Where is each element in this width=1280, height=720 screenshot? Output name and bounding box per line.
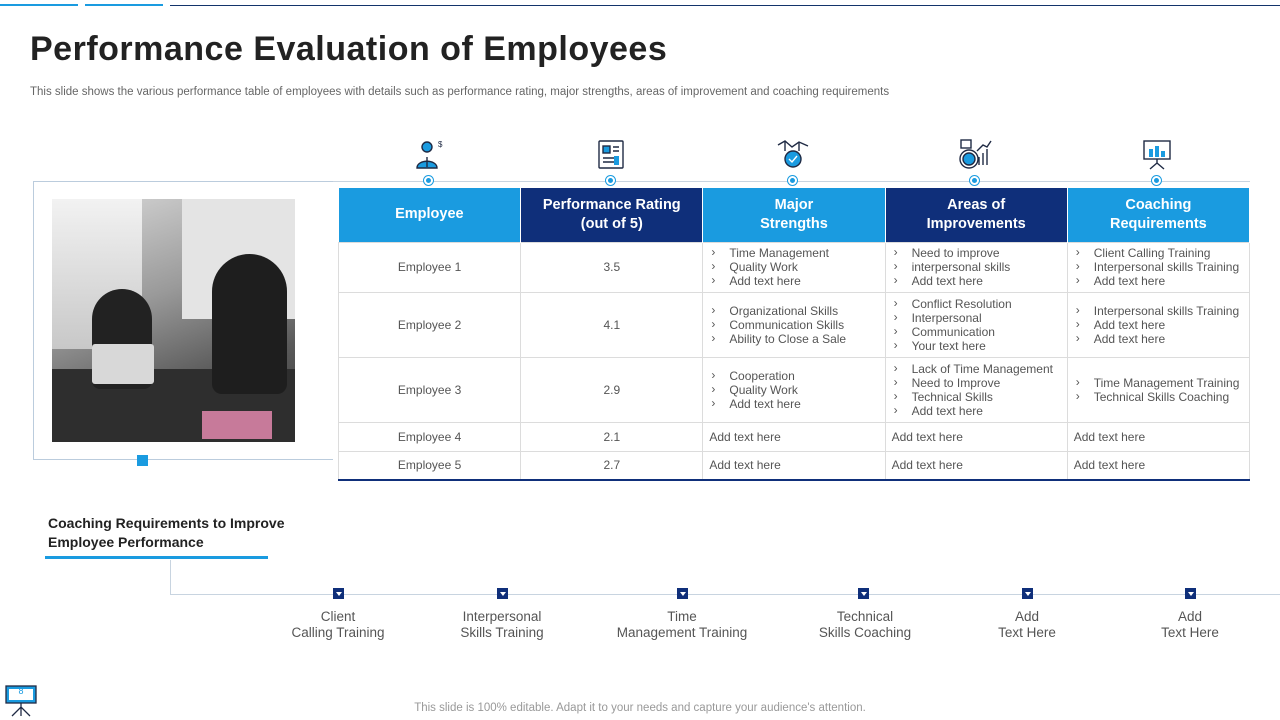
- list-item: › Add text here: [1074, 274, 1249, 288]
- rating-cell: 2.1: [521, 422, 703, 451]
- top-rule: [170, 5, 1280, 6]
- header-coaching-requirements: Coaching Requirements: [1067, 188, 1249, 242]
- employee-cell: Employee 3: [339, 357, 521, 422]
- team-meeting-photo: [52, 199, 295, 442]
- timeline-marker: [333, 588, 344, 599]
- list-item: › Interpersonal: [892, 311, 1067, 325]
- list-item: › Time Management Training: [1074, 376, 1249, 390]
- improvements-cell: Add text here: [885, 422, 1067, 451]
- performance-table: [338, 188, 1250, 481]
- coaching-item-label: Client Calling Training: [291, 609, 385, 640]
- list-item: › Quality Work: [709, 383, 884, 397]
- coaching-cell: [1067, 357, 1249, 422]
- list-item: › Technical Skills Coaching: [1074, 390, 1249, 404]
- header-major-strengths: Major Strengths: [703, 188, 885, 242]
- improvements-cell: [885, 357, 1067, 422]
- handshake-icon: [773, 137, 813, 173]
- column-marker-dot: [424, 176, 433, 185]
- column-marker-dot: [606, 176, 615, 185]
- list-item: › Communication Skills: [709, 318, 884, 332]
- rating-cell: 4.1: [521, 292, 703, 357]
- header-areas-of-improvements: Areas of Improvements: [885, 188, 1067, 242]
- strengths-cell: Add text here: [703, 451, 885, 480]
- presentation-board-icon: [1137, 137, 1177, 173]
- page-title: Performance Evaluation of Employees: [30, 30, 668, 68]
- coaching-item-label: Time Management Training: [616, 609, 748, 640]
- header-performance-rating: Performance Rating (out of 5): [521, 188, 703, 242]
- improvements-cell: [885, 242, 1067, 292]
- coaching-cell: [1067, 242, 1249, 292]
- coaching-item-label: Interpersonal Skills Training: [460, 609, 544, 640]
- timeline-marker: [1022, 588, 1033, 599]
- list-item: › Add text here: [892, 404, 1067, 418]
- employee-cell: Employee 5: [339, 451, 521, 480]
- list-item: › Conflict Resolution: [892, 297, 1067, 311]
- coaching-item-label: Add Text Here: [1161, 609, 1219, 640]
- list-item: › Ability to Close a Sale: [709, 332, 884, 346]
- list-item: › Add text here: [892, 274, 1067, 288]
- employee-cell: Employee 1: [339, 242, 521, 292]
- table-row: [339, 242, 1250, 292]
- list-item: › Organizational Skills: [709, 304, 884, 318]
- employee-cell: Employee 4: [339, 422, 521, 451]
- list-item: › Technical Skills: [892, 390, 1067, 404]
- strengths-cell: [703, 357, 885, 422]
- list-item: › Need to Improve: [892, 376, 1067, 390]
- top-accent-bar-1: [0, 4, 78, 6]
- timeline-marker: [1185, 588, 1196, 599]
- timeline-marker: [858, 588, 869, 599]
- improvements-cell: [885, 292, 1067, 357]
- table-header-row: [339, 188, 1250, 242]
- strengths-cell: [703, 242, 885, 292]
- list-item: › Add text here: [1074, 332, 1249, 346]
- improvements-cell: Add text here: [885, 451, 1067, 480]
- list-item: › Cooperation: [709, 369, 884, 383]
- list-item: › Interpersonal skills Training: [1074, 304, 1249, 318]
- list-item: › Client Calling Training: [1074, 246, 1249, 260]
- rating-report-icon: [591, 137, 631, 173]
- employee-icon: [409, 137, 449, 173]
- timeline-connector: [170, 560, 171, 594]
- list-item: › Lack of Time Management: [892, 362, 1067, 376]
- table-row: [339, 292, 1250, 357]
- list-item: › Add text here: [709, 397, 884, 411]
- page-subtitle: This slide shows the various performance table of employees with details such as performance rating, major strengths, areas of improvement and coaching requirements: [30, 86, 890, 98]
- page-number: 8: [18, 686, 24, 696]
- list-item: › interpersonal skills: [892, 260, 1067, 274]
- footer-note: This slide is 100% editable. Adapt it to your needs and capture your audience's attention.: [414, 702, 866, 714]
- timeline-marker: [497, 588, 508, 599]
- column-marker-dot: [1152, 176, 1161, 185]
- coaching-section-title: Coaching Requirements to Improve Employee Performance: [48, 515, 285, 550]
- list-item: › Your text here: [892, 339, 1067, 353]
- column-marker-dot: [788, 176, 797, 185]
- list-item: › Need to improve: [892, 246, 1067, 260]
- column-marker-dot: [970, 176, 979, 185]
- svg-text:$: $: [438, 140, 443, 149]
- coaching-cell: Add text here: [1067, 422, 1249, 451]
- header-employee: Employee: [339, 188, 521, 242]
- list-item: › Time Management: [709, 246, 884, 260]
- rating-cell: 2.9: [521, 357, 703, 422]
- coaching-item-label: Technical Skills Coaching: [818, 609, 912, 640]
- coaching-cell: [1067, 292, 1249, 357]
- coaching-cell: Add text here: [1067, 451, 1249, 480]
- list-item: › Interpersonal skills Training: [1074, 260, 1249, 274]
- list-item: › Communication: [892, 325, 1067, 339]
- list-item: › Quality Work: [709, 260, 884, 274]
- coaching-title-underline: [45, 556, 268, 559]
- rating-cell: 2.7: [521, 451, 703, 480]
- list-item: › Add text here: [709, 274, 884, 288]
- table-row: [339, 422, 1250, 451]
- timeline-marker: [677, 588, 688, 599]
- strengths-cell: [703, 292, 885, 357]
- employee-cell: Employee 2: [339, 292, 521, 357]
- strengths-cell: Add text here: [703, 422, 885, 451]
- growth-gear-icon: [955, 137, 995, 173]
- top-accent-bar-2: [85, 4, 163, 6]
- list-item: › Add text here: [1074, 318, 1249, 332]
- table-row: [339, 451, 1250, 480]
- coaching-item-label: Add Text Here: [998, 609, 1056, 640]
- table-row: [339, 357, 1250, 422]
- photo-accent-square: [137, 455, 148, 466]
- rating-cell: 3.5: [521, 242, 703, 292]
